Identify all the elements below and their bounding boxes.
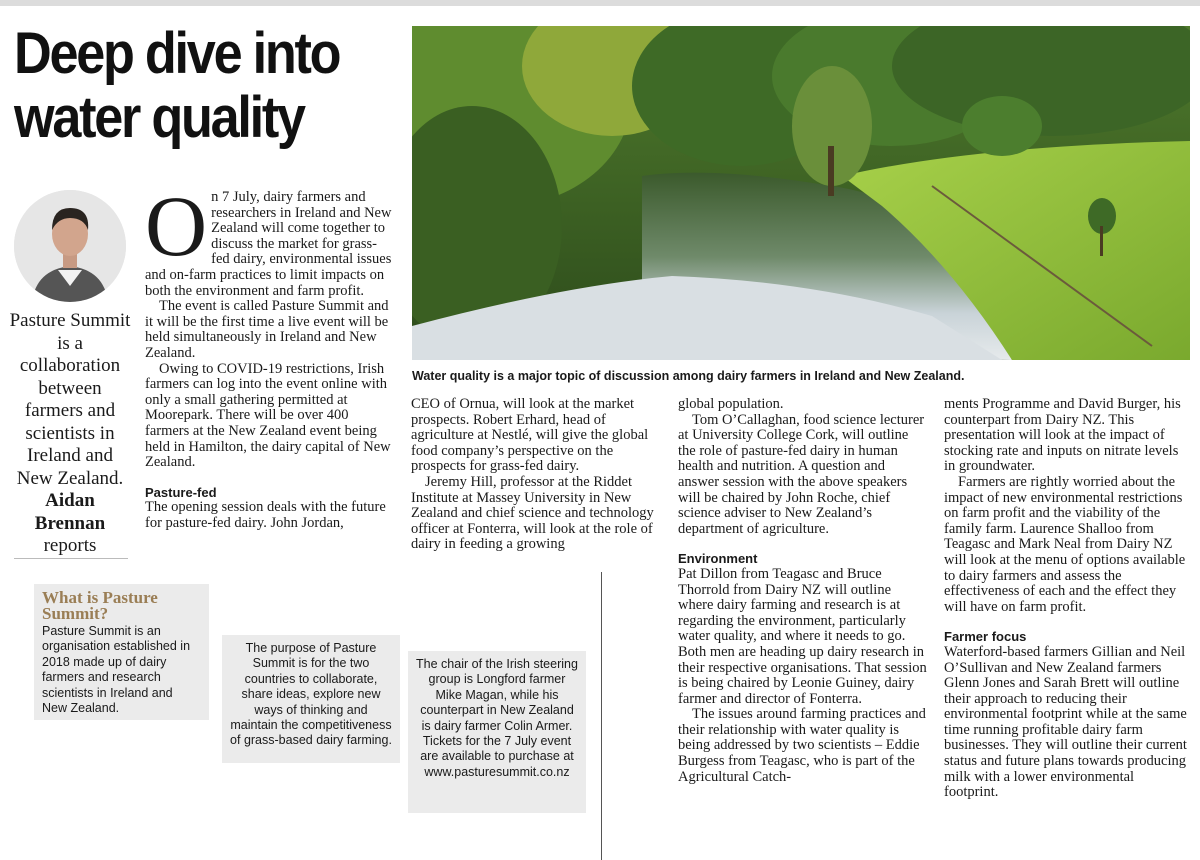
river-photo — [412, 26, 1190, 360]
author-portrait — [14, 190, 126, 302]
byline-reports: reports — [43, 535, 97, 556]
column-divider — [601, 572, 602, 860]
deck-divider — [14, 558, 128, 559]
drop-cap: O — [145, 178, 208, 274]
page-top-bar — [0, 0, 1200, 6]
paragraph: CEO of Ornua, will look at the market prospects. Robert Erhard, head of agriculture at Nestlé, will give the global food company’s perspective on the prospects for grass-fed dairy. — [411, 396, 649, 475]
factbox-url: www.pasturesummit.co.nz — [424, 764, 570, 779]
article-column-3 — [678, 397, 928, 785]
article-column-2 — [411, 397, 667, 553]
factbox-text: The purpose of Pasture Summit is for the two countries to collaborate, share ideas, explore new ways of thinking and maintain the competitiveness of grass-based dairy farming. — [230, 641, 392, 748]
paragraph: Waterford-based farmers Gillian and Neil O’Sullivan and New Zealand farmers Glenn Jones and Sarah Brett will outline their approach to reducing their environmental footprint while at the same time running profitable dairy farm businesses. They will outline their current status and future plans towards producing milk with a lower environmental footprint. — [944, 643, 1187, 801]
subheading-environment: Environment — [678, 551, 758, 567]
factbox-tickets: Tickets for the 7 July event are available to purchase at — [420, 734, 574, 764]
paragraph: Tom O’Callaghan, food science lecturer at University College Cork, will outline the role of pasture-fed dairy in human health and nutrition. A question and answer session with the above speakers will be chaired by John Roche, chief science adviser to New Zealand’s department of agriculture. — [678, 411, 925, 537]
deck-text: Pasture Summit is a collaboration between farmers and scientists in Ireland and New Zealand. — [9, 310, 131, 489]
subheading-pasture-fed: Pasture-fed — [145, 484, 217, 500]
factbox-purpose — [222, 635, 400, 763]
photo-caption: Water quality is a major topic of discussion among dairy farmers in Ireland and New Zealand. — [412, 369, 965, 383]
paragraph: Pat Dillon from Teagasc and Bruce Thorrold from Dairy NZ will outline where dairy farming and research is at regarding the environment, particularly water quality, and where it needs to go. Both men are heading up dairy research in their respective organisations. That session is being chaired by Leonie Guiney, dairy farmer and director of Fonterra. — [678, 565, 927, 707]
paragraph: global population. — [678, 396, 784, 412]
factbox-what-is — [34, 584, 209, 720]
paragraph: The issues around farming practices and their relationship with water quality is being addressed by two scientists – Eddie Burgess from Teagasc, who is part of the Agricultural Catch- — [678, 706, 926, 785]
factbox-chair-tickets — [408, 651, 586, 813]
paragraph: Farmers are rightly worried about the impact of new environmental restrictions on farm profit and the viability of the family farm. Laurence Shalloo from Teagasc and Mark Neal from Dairy NZ will look at the menu of options available to dairy farmers and assess the effectiveness of each and the effect they will have on farm profit. — [944, 473, 1186, 615]
factbox-title: What is Pasture Summit? — [42, 588, 158, 623]
factbox-text: Pasture Summit is an organisation established in 2018 made up of dairy farmers and research scientists in Ireland and New Zealand. — [42, 624, 191, 716]
factbox-text: The chair of the Irish steering group is Longford farmer Mike Magan, while his counterpart in New Zealand is dairy farmer Colin Armer. — [416, 657, 578, 733]
paragraph: Jeremy Hill, professor at the Riddet Institute at Massey University in New Zealand and chief science and technology officer at Fonterra, will look at the role of dairy in feeding a growing — [411, 473, 654, 553]
paragraph: Owing to COVID-19 restrictions, Irish farmers can log into the event online with only a small gathering permitted at Moorepark. There will be over 400 farmers at the New Zealand event being held in Hamilton, the dairy capital of New Zealand. — [145, 360, 391, 471]
standfirst — [8, 310, 132, 558]
article-column-4 — [944, 397, 1190, 801]
byline-author: Aidan Brennan — [34, 490, 106, 534]
headline: Deep dive into water quality — [14, 21, 340, 150]
paragraph: n 7 July, dairy farmers and researchers in Ireland and New Zealand will come together to discuss the market for grass-fed dairy, environmental issues and on-farm practices to limit impacts on both the environment and farm profit. — [145, 189, 392, 299]
paragraph: ments Programme and David Burger, his counterpart from Dairy NZ. This presentation will look at the impact of stocking rate and inputs on nitrate levels in groundwater. — [944, 396, 1181, 475]
subheading-farmer-focus: Farmer focus — [944, 629, 1027, 645]
paragraph: The event is called Pasture Summit and it will be the first time a live event will be held simultaneously in Ireland and New Zealand. — [145, 298, 389, 361]
paragraph: The opening session deals with the future for pasture-fed dairy. John Jordan, — [145, 499, 386, 531]
article-column-1 — [145, 178, 395, 531]
